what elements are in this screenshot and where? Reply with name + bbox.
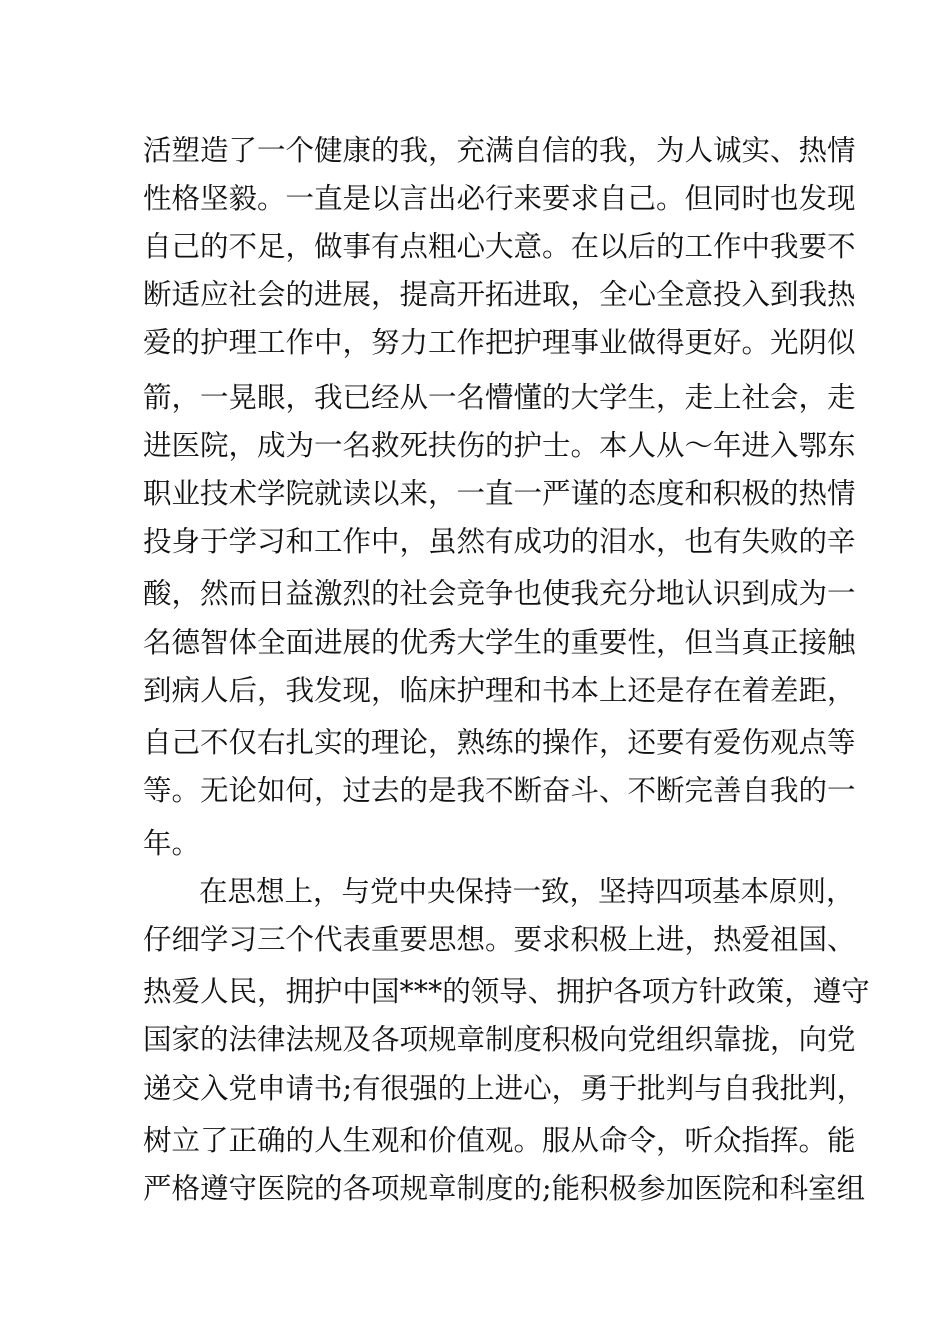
text-line: 热爱人民，拥护中国***的领导、拥护各项方针政策，遵守 xyxy=(143,975,870,1008)
text-line: 投身于学习和工作中，虽然有成功的泪水，也有失败的辛 xyxy=(143,525,856,558)
text-line: 箭，一晃眼，我已经从一名懵懂的大学生，走上社会，走 xyxy=(143,381,856,414)
text-line: 自己的不足，做事有点粗心大意。在以后的工作中我要不 xyxy=(143,230,856,263)
text-line: 进医院，成为一名救死扶伤的护士。本人从～年进入鄂东 xyxy=(143,429,856,462)
text-line: 名德智体全面进展的优秀大学生的重要性，但当真正接触 xyxy=(143,626,856,659)
text-line: 职业技术学院就读以来，一直一严谨的态度和积极的热情 xyxy=(143,477,856,510)
text-line: 递交入党申请书;有很强的上进心，勇于批判与自我批判， xyxy=(143,1072,866,1105)
text-line: 断适应社会的进展，提高开拓进取，全心全意投入到我热 xyxy=(143,278,856,311)
text-line: 树立了正确的人生观和价值观。服从命令，听众指挥。能 xyxy=(143,1124,856,1157)
text-line: 年。 xyxy=(143,827,201,860)
text-line: 等。无论如何，过去的是我不断奋斗、不断完善自我的一 xyxy=(143,774,856,807)
text-line: 酸，然而日益激烈的社会竞争也使我充分地认识到成为一 xyxy=(143,577,856,610)
text-line: 到病人后，我发现，临床护理和书本上还是存在着差距， xyxy=(143,674,856,707)
text-line: 仔细学习三个代表重要思想。要求积极上进，热爱祖国、 xyxy=(143,923,856,956)
paragraph-first-line: 在思想上，与党中央保持一致，坚持四项基本原则， xyxy=(199,875,855,908)
text-line: 爱的护理工作中，努力工作把护理事业做得更好。光阴似 xyxy=(143,326,856,359)
text-line: 性格坚毅。一直是以言出必行来要求自己。但同时也发现 xyxy=(143,182,856,215)
text-line: 国家的法律法规及各项规章制度积极向党组织靠拢，向党 xyxy=(143,1023,856,1056)
text-line: 自己不仅右扎实的理论，熟练的操作，还要有爱伤观点等 xyxy=(143,726,856,759)
text-line: 严格遵守医院的各项规章制度的;能积极参加医院和科室组 xyxy=(143,1172,866,1205)
text-line: 活塑造了一个健康的我，充满自信的我，为人诚实、热情 xyxy=(143,134,856,167)
